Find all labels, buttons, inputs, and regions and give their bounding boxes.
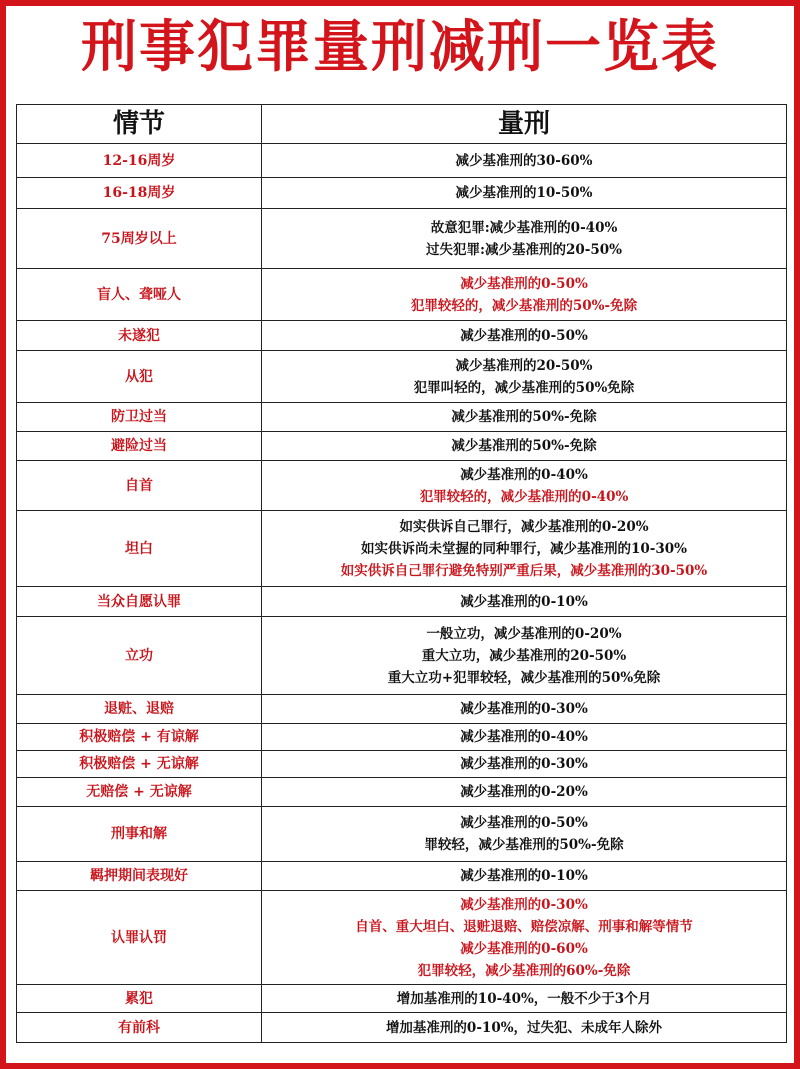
sentence-line: 减少基准刑的0-30% [460, 701, 588, 717]
sentence-cell [262, 178, 787, 209]
sentence-line: 减少基准刑的0-20% [460, 784, 588, 800]
circumstance-cell: 75周岁以上 [17, 209, 262, 269]
sentence-line: 减少基准刑的0-50% [460, 327, 588, 344]
sentence-cell [262, 724, 787, 751]
sentence-line: 减少基准刑的30-60% [455, 152, 593, 169]
sentence-cell [262, 269, 787, 321]
sentence-line: 过失犯罪:减少基准刑的20-50% [426, 241, 622, 258]
sentence-line: 增加基准刑的10-40%，一般不少于3个月 [396, 990, 652, 1007]
circumstance-cell: 退赃、退赔 [17, 695, 262, 724]
table-row [17, 807, 787, 862]
table-row [17, 891, 787, 985]
circumstance-cell: 立功 [17, 617, 262, 695]
table-row [17, 321, 787, 351]
sentence-line: 减少基准刑的0-50% [460, 275, 588, 292]
sentence-line: 减少基准刑的0-50% [460, 815, 588, 831]
table-row [17, 144, 787, 178]
sentence-line: 如实供诉自己罪行，减少基准刑的0-20% [399, 518, 649, 535]
table-row [17, 985, 787, 1013]
sentence-line: 重大立功，减少基准刑的20-50% [421, 647, 627, 664]
circumstance-cell: 刑事和解 [17, 807, 262, 862]
sentence-line: 犯罪较轻的，减少基准刑的0-40% [419, 488, 629, 505]
sentence-line: 减少基准刑的0-30% [460, 756, 588, 772]
sentence-line: 减少基准刑的0-40% [460, 466, 588, 483]
circumstance-cell: 16-18周岁 [17, 178, 262, 209]
header-sentence: 量刑 [262, 105, 787, 144]
sentence-line: 减少基准刑的0-60% [460, 940, 588, 957]
circumstance-cell: 从犯 [17, 351, 262, 403]
sentence-cell [262, 321, 787, 351]
page-frame [6, 6, 794, 1063]
table-row [17, 209, 787, 269]
sentence-cell [262, 891, 787, 985]
circumstance-cell: 未遂犯 [17, 321, 262, 351]
sentence-line: 故意犯罪:减少基准刑的0-40% [430, 219, 618, 236]
sentence-line: 减少基准刑的50%-免除 [451, 438, 597, 454]
table-row [17, 862, 787, 891]
table-row [17, 617, 787, 695]
circumstance-cell: 坦白 [17, 511, 262, 587]
sentence-cell [262, 617, 787, 695]
circumstance-cell: 自首 [17, 461, 262, 511]
sentence-line: 减少基准刑的0-30% [460, 896, 588, 913]
circumstance-cell: 防卫过当 [17, 403, 262, 432]
sentence-line: 减少基准刑的0-10% [460, 868, 588, 884]
sentence-cell [262, 209, 787, 269]
table-row [17, 461, 787, 511]
sentence-line: 重大立功+犯罪较轻，减少基准刑的50%免除 [387, 669, 661, 686]
sentence-cell [262, 403, 787, 432]
table-row [17, 751, 787, 778]
sentence-line: 罪较轻，减少基准刑的50%-免除 [424, 837, 624, 853]
sentence-line: 增加基准刑的0-10%，过失犯、未成年人除外 [385, 1019, 663, 1036]
sentence-line: 减少基准刑的0-10% [460, 593, 588, 610]
sentence-line: 一般立功，减少基准刑的0-20% [426, 625, 622, 642]
sentence-line: 减少基准刑的0-40% [460, 729, 588, 745]
sentence-cell [262, 751, 787, 778]
sentence-cell [262, 511, 787, 587]
sentence-cell [262, 144, 787, 178]
table-row [17, 695, 787, 724]
sentence-line: 犯罪较轻，减少基准刑的60%-免除 [417, 962, 631, 979]
circumstance-cell: 有前科 [17, 1013, 262, 1043]
table-row [17, 724, 787, 751]
sentence-line: 自首、重大坦白、退赃退赔、赔偿凉解、刑事和解等情节 [355, 918, 693, 935]
sentence-cell [262, 461, 787, 511]
sentence-cell [262, 807, 787, 862]
sentence-cell [262, 432, 787, 461]
circumstance-cell: 积极赔偿 + 无谅解 [17, 751, 262, 778]
table-row [17, 587, 787, 617]
table-row [17, 178, 787, 209]
table-row [17, 432, 787, 461]
circumstance-cell: 盲人、聋哑人 [17, 269, 262, 321]
table-header-row [17, 105, 787, 144]
table-row [17, 351, 787, 403]
table-row [17, 403, 787, 432]
page-title: 刑事犯罪量刑减刑一览表 [81, 15, 719, 80]
table-row [17, 511, 787, 587]
sentence-line: 犯罪较轻的，减少基准刑的50%-免除 [410, 297, 638, 314]
table-row [17, 1013, 787, 1043]
sentence-line: 减少基准刑的10-50% [455, 185, 593, 201]
sentence-cell [262, 587, 787, 617]
sentence-line: 如实供诉尚未堂握的同种罪行，减少基准刑的10-30% [360, 540, 687, 557]
sentence-cell [262, 778, 787, 807]
sentence-line: 犯罪叫轻的，减少基准刑的50%免除 [413, 379, 635, 396]
table-row [17, 269, 787, 321]
circumstance-cell: 认罪认罚 [17, 891, 262, 985]
sentence-line: 减少基准刑的50%-免除 [451, 409, 597, 425]
circumstance-cell: 羁押期间表现好 [17, 862, 262, 891]
sentence-cell [262, 695, 787, 724]
table-row [17, 778, 787, 807]
sentence-cell [262, 1013, 787, 1043]
circumstance-cell: 12-16周岁 [17, 144, 262, 178]
header-circumstance: 情节 [17, 105, 262, 144]
circumstance-cell: 积极赔偿 + 有谅解 [17, 724, 262, 751]
sentence-line: 如实供诉自己罪行避免特别严重后果，减少基准刑的30-50% [340, 562, 708, 579]
sentence-cell [262, 985, 787, 1013]
circumstance-cell: 避险过当 [17, 432, 262, 461]
sentence-line: 减少基准刑的20-50% [455, 357, 593, 374]
sentence-cell [262, 862, 787, 891]
sentence-cell [262, 351, 787, 403]
circumstance-cell: 累犯 [17, 985, 262, 1013]
circumstance-cell: 当众自愿认罪 [17, 587, 262, 617]
circumstance-cell: 无赔偿 + 无谅解 [17, 778, 262, 807]
sentencing-table [16, 104, 787, 1043]
